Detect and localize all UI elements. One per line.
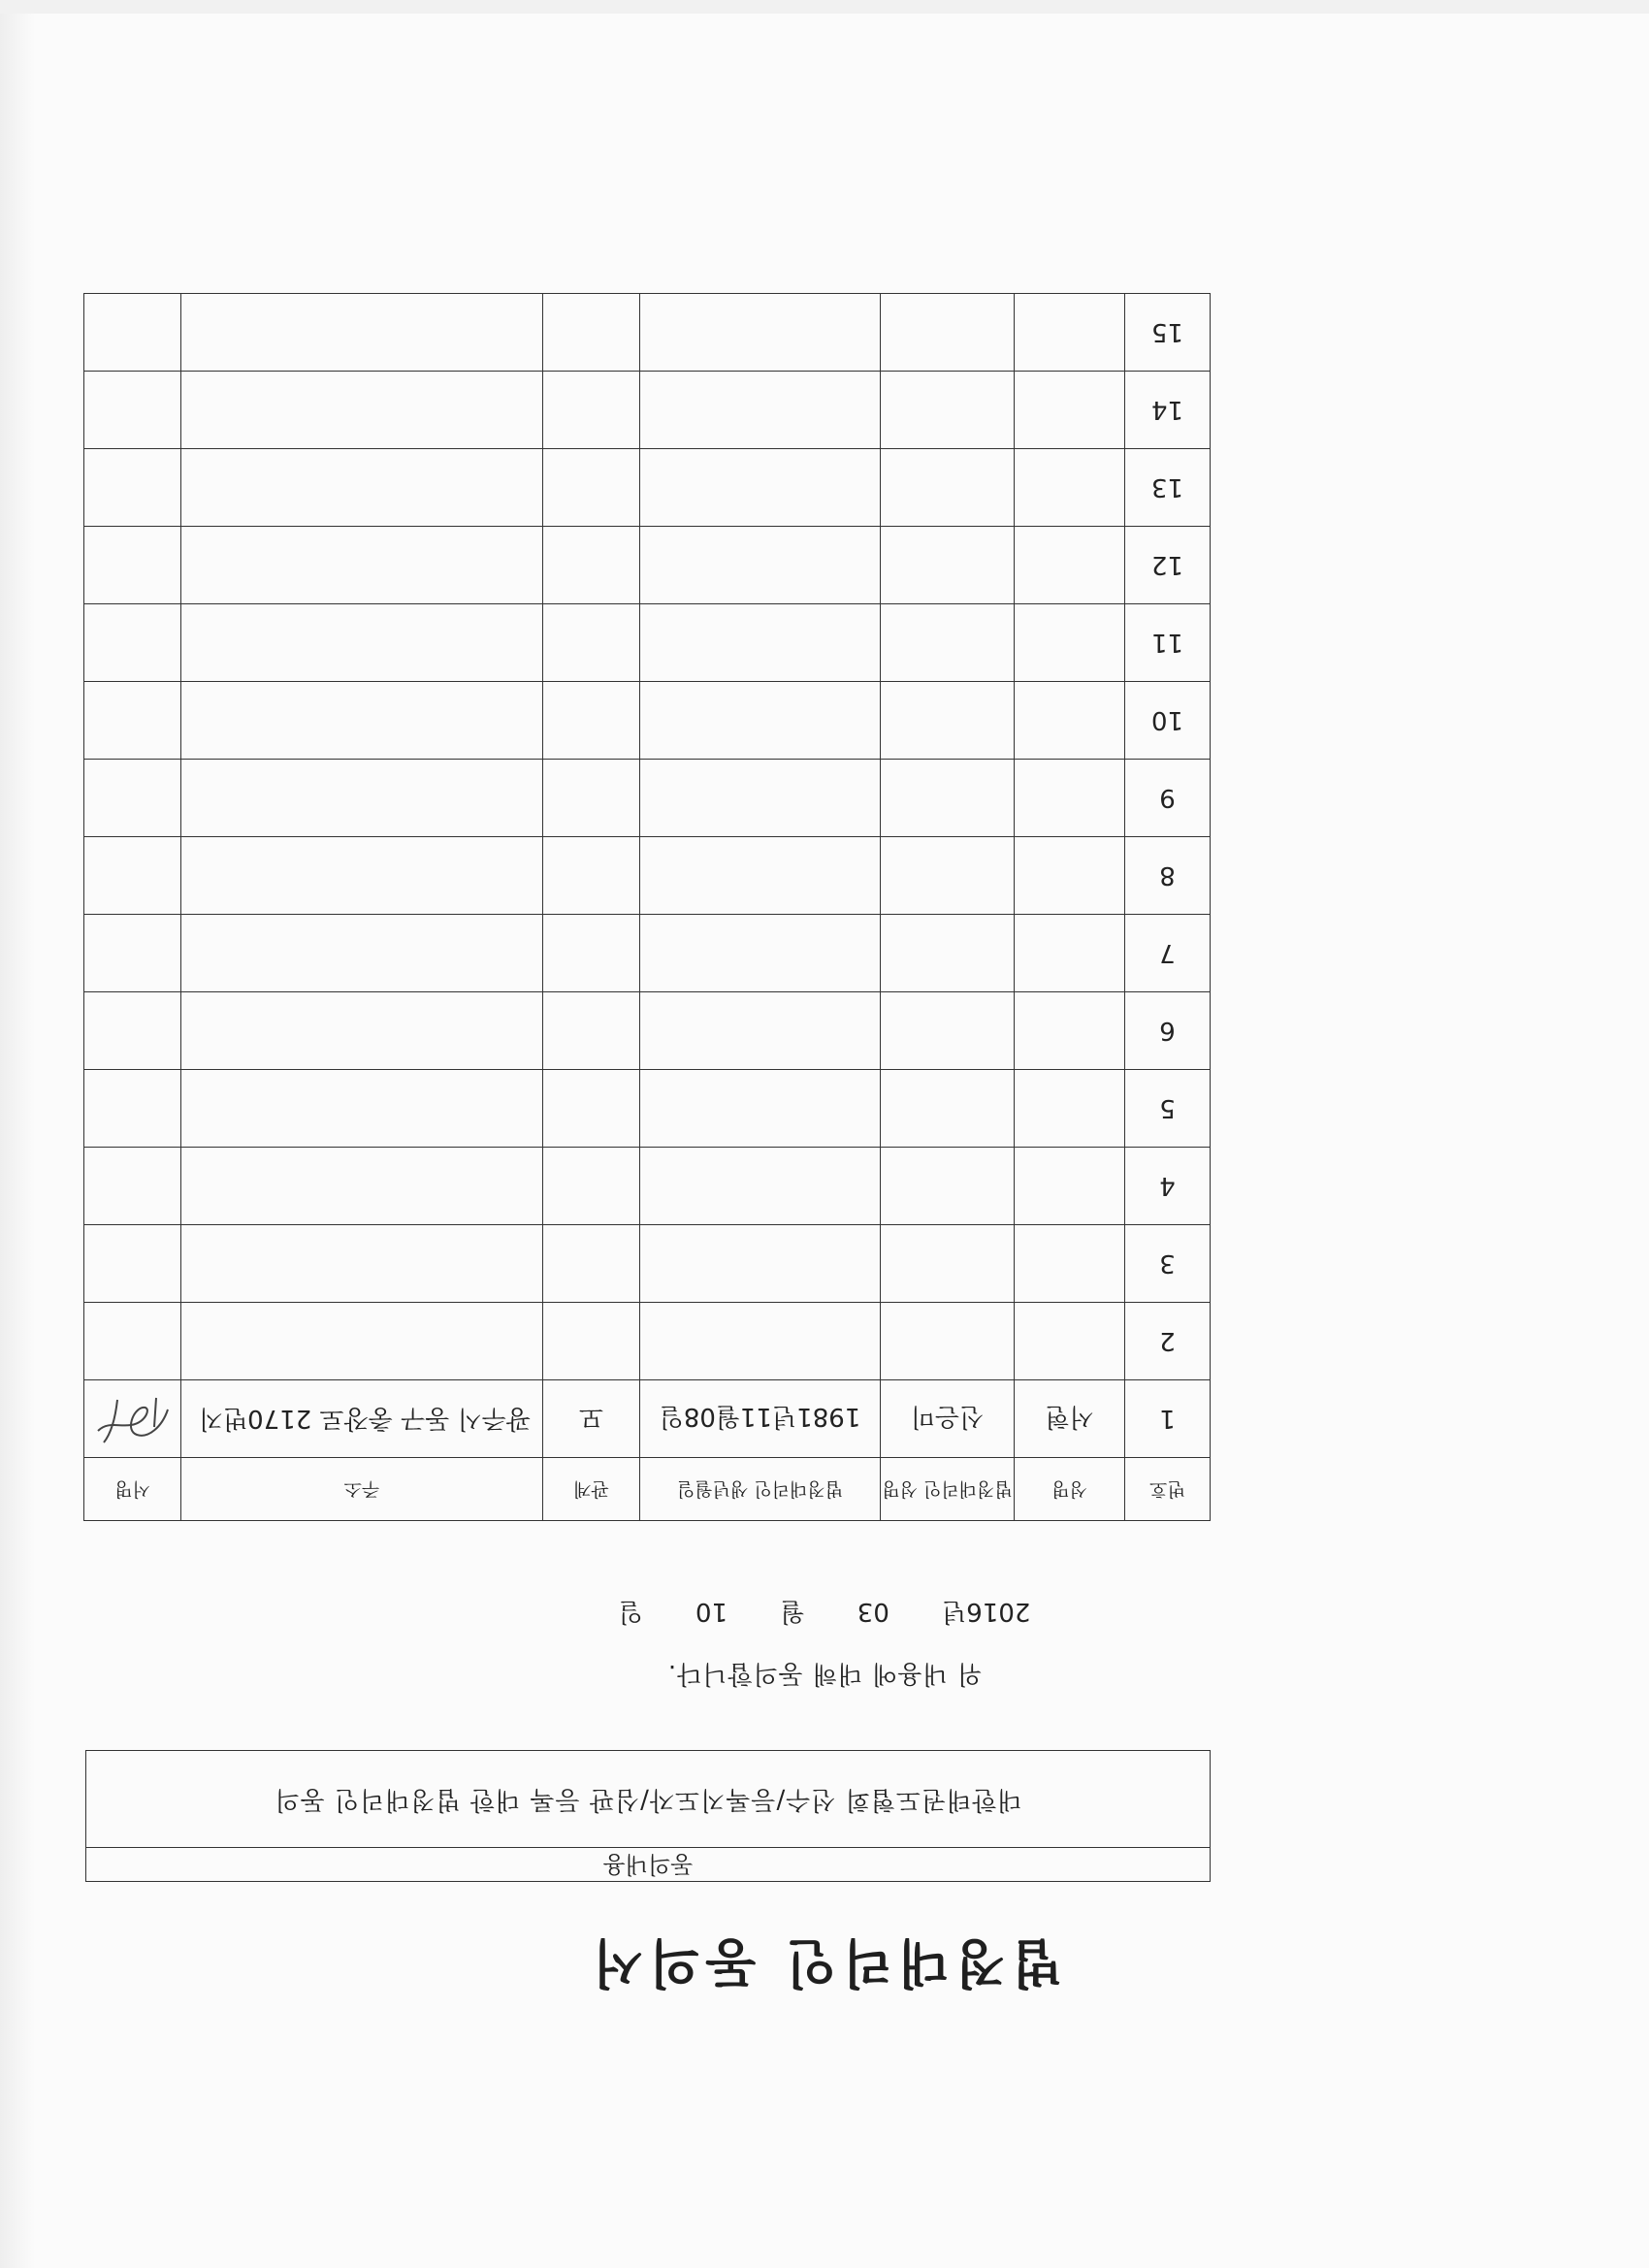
cell-rep-birth (640, 915, 881, 992)
table-row (84, 1380, 1211, 1458)
cell-name (1015, 682, 1125, 760)
cell-address (181, 1070, 543, 1148)
cell-relation (543, 992, 640, 1070)
consent-header: 동의내용 (86, 1847, 1210, 1881)
cell-rep-birth (640, 449, 881, 527)
cell-no: 10 (1125, 682, 1211, 760)
cell-sign (84, 837, 181, 915)
cell-rep-name: 신은미 (881, 1380, 1015, 1458)
cell-name (1015, 527, 1125, 604)
cell-no: 11 (1125, 604, 1211, 682)
cell-name (1015, 1303, 1125, 1380)
cell-rep-name (881, 294, 1015, 372)
cell-rep-name (881, 837, 1015, 915)
cell-rep-birth (640, 527, 881, 604)
table-row (84, 1225, 1211, 1303)
cell-name (1015, 1070, 1125, 1148)
cell-sign (84, 1303, 181, 1380)
cell-no: 2 (1125, 1303, 1211, 1380)
table-row (84, 682, 1211, 760)
cell-address (181, 604, 543, 682)
cell-sign (84, 1070, 181, 1148)
consent-text: 대한태권도협회 선수/등록지도자/심판 등록 대한 법정대리인 동의 (274, 1785, 1022, 1814)
cell-no: 15 (1125, 294, 1211, 372)
table-row (84, 1303, 1211, 1380)
table-row (84, 760, 1211, 837)
cell-address (181, 372, 543, 449)
cell-address (181, 760, 543, 837)
cell-rep-name (881, 760, 1015, 837)
cell-sign (84, 915, 181, 992)
table-row (84, 837, 1211, 915)
cell-no: 8 (1125, 837, 1211, 915)
table-row (84, 449, 1211, 527)
header-relation: 관계 (543, 1458, 640, 1521)
table-row (84, 372, 1211, 449)
cell-rep-name (881, 527, 1015, 604)
table-row (84, 527, 1211, 604)
cell-name (1015, 992, 1125, 1070)
cell-no: 6 (1125, 992, 1211, 1070)
header-no: 번호 (1125, 1458, 1211, 1521)
cell-sign (84, 1225, 181, 1303)
cell-rep-name (881, 449, 1015, 527)
cell-rep-birth (640, 1303, 881, 1380)
cell-address (181, 1148, 543, 1225)
table-row (84, 1070, 1211, 1148)
cell-no: 12 (1125, 527, 1211, 604)
cell-address (181, 682, 543, 760)
cell-relation (543, 372, 640, 449)
date-year: 2016년 (942, 1597, 1031, 1626)
table-row (84, 604, 1211, 682)
table-row (84, 915, 1211, 992)
cell-rep-name (881, 915, 1015, 992)
cell-sign (84, 604, 181, 682)
cell-name (1015, 1148, 1125, 1225)
cell-name (1015, 372, 1125, 449)
date-line (0, 1596, 1649, 1632)
cell-relation (543, 682, 640, 760)
cell-sign (84, 449, 181, 527)
cell-name (1015, 294, 1125, 372)
cell-name (1015, 604, 1125, 682)
cell-address (181, 294, 543, 372)
cell-address: 광주시 동구 충장로 2170번지 (181, 1380, 543, 1458)
cell-rep-name (881, 604, 1015, 682)
header-sign: 서명 (84, 1458, 181, 1521)
date-day-unit: 일 (618, 1597, 643, 1626)
cell-no: 1 (1125, 1380, 1211, 1458)
cell-address (181, 915, 543, 992)
agree-statement: 위 내용에 대해 동의합니다. (666, 1659, 983, 1688)
cell-no: 4 (1125, 1148, 1211, 1225)
document-title: 법정대리인 동의서 (586, 1932, 1063, 1993)
header-rep-name: 법정대리인 성명 (881, 1458, 1015, 1521)
signature-icon (89, 1388, 177, 1456)
cell-no: 5 (1125, 1070, 1211, 1148)
date-month: 03 (857, 1597, 889, 1626)
cell-rep-name (881, 1303, 1015, 1380)
cell-rep-birth (640, 294, 881, 372)
cell-relation (543, 1225, 640, 1303)
scan-edge-shadow-bottom (0, 0, 1649, 14)
cell-address (181, 1303, 543, 1380)
cell-no: 3 (1125, 1225, 1211, 1303)
date-month-unit: 월 (780, 1597, 805, 1626)
header-name: 성명 (1015, 1458, 1125, 1521)
cell-sign (84, 992, 181, 1070)
table-header-row (84, 1458, 1211, 1521)
cell-name: 서현 (1015, 1380, 1125, 1458)
cell-sign (84, 760, 181, 837)
cell-relation (543, 837, 640, 915)
cell-relation (543, 1148, 640, 1225)
cell-address (181, 837, 543, 915)
cell-address (181, 449, 543, 527)
header-rep-birth: 법정대리인 생년월일 (640, 1458, 881, 1521)
cell-address (181, 527, 543, 604)
cell-relation (543, 604, 640, 682)
cell-relation (543, 527, 640, 604)
cell-rep-name (881, 1070, 1015, 1148)
cell-name (1015, 760, 1125, 837)
cell-relation (543, 1303, 640, 1380)
cell-address (181, 1225, 543, 1303)
cell-name (1015, 1225, 1125, 1303)
cell-sign (84, 1148, 181, 1225)
cell-address (181, 992, 543, 1070)
cell-relation (543, 294, 640, 372)
cell-no: 14 (1125, 372, 1211, 449)
cell-rep-birth (640, 760, 881, 837)
cell-sign (84, 294, 181, 372)
cell-name (1015, 837, 1125, 915)
cell-no: 7 (1125, 915, 1211, 992)
cell-no: 13 (1125, 449, 1211, 527)
cell-name (1015, 449, 1125, 527)
cell-sign (84, 682, 181, 760)
table-row (84, 294, 1211, 372)
cell-rep-birth (640, 837, 881, 915)
cell-rep-birth (640, 682, 881, 760)
cell-rep-name (881, 1148, 1015, 1225)
cell-relation: 모 (543, 1380, 640, 1458)
cell-sign (84, 1380, 181, 1458)
cell-relation (543, 760, 640, 837)
header-address: 주소 (181, 1458, 543, 1521)
scan-edge-shadow (0, 0, 35, 2268)
cell-rep-name (881, 682, 1015, 760)
guardian-table (83, 293, 1211, 1521)
cell-rep-birth (640, 1225, 881, 1303)
cell-no: 9 (1125, 760, 1211, 837)
cell-rep-birth (640, 604, 881, 682)
date-day: 10 (695, 1597, 728, 1626)
cell-rep-name (881, 992, 1015, 1070)
cell-name (1015, 915, 1125, 992)
cell-rep-name (881, 372, 1015, 449)
cell-rep-name (881, 1225, 1015, 1303)
consent-box (85, 1750, 1211, 1882)
cell-sign (84, 372, 181, 449)
cell-relation (543, 915, 640, 992)
table-row (84, 1148, 1211, 1225)
cell-rep-birth: 1981년11월08일 (640, 1380, 881, 1458)
cell-rep-birth (640, 992, 881, 1070)
cell-relation (543, 449, 640, 527)
cell-relation (543, 1070, 640, 1148)
cell-rep-birth (640, 372, 881, 449)
cell-rep-birth (640, 1070, 881, 1148)
cell-rep-birth (640, 1148, 881, 1225)
cell-sign (84, 527, 181, 604)
table-row (84, 992, 1211, 1070)
